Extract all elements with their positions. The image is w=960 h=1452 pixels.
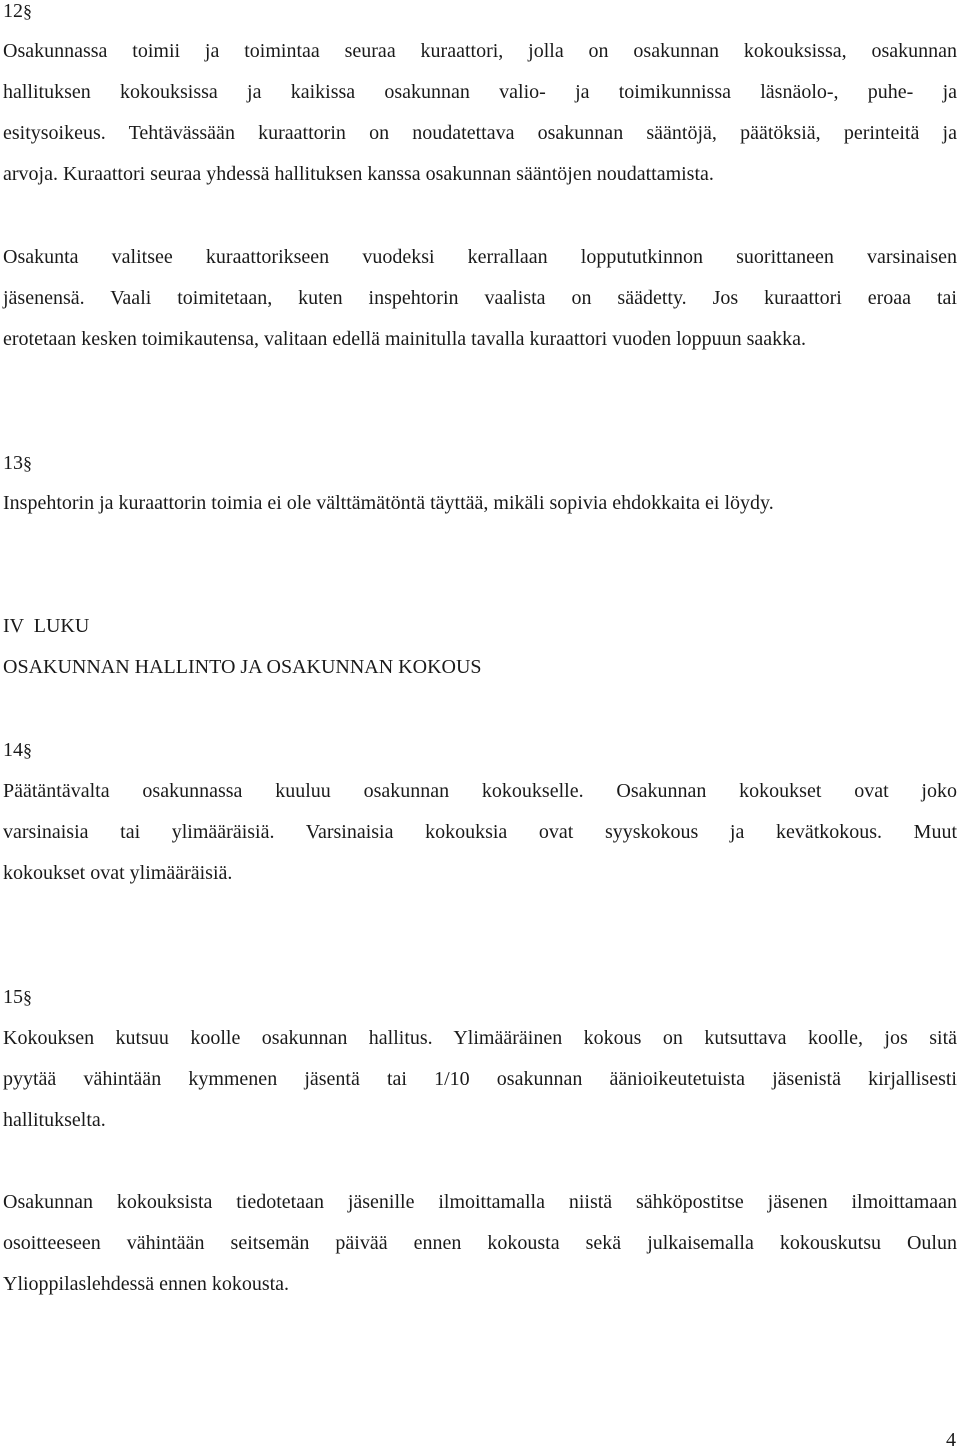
page-number: 4 [946,1429,956,1451]
section-14-p1-line1: Päätäntävalta osakunnassa kuuluu osakunnan kokoukselle. Osakunnan kokoukset ovat joko [3,780,957,802]
section-15-heading: 15§ [3,986,32,1008]
section-12-p2-line3: erotetaan kesken toimikautensa, valitaan edellä mainitulla tavalla kuraattori vuoden loppuun saakka. [3,328,807,350]
chapter-title: OSAKUNNAN HALLINTO JA OSAKUNNAN KOKOUS [3,656,482,678]
section-15-p1-line1: Kokouksen kutsuu koolle osakunnan hallitus. Ylimääräinen kokous on kutsuttava koolle, jos sitä [3,1027,957,1049]
section-12-p2-line1: Osakunta valitsee kuraattorikseen vuodeksi kerrallaan loppututkinnon suorittaneen varsinaisen [3,246,957,268]
section-14-heading: 14§ [3,739,32,761]
section-12-heading: 12§ [3,0,32,22]
section-12-p2-line2: jäsenensä. Vaali toimitetaan, kuten inspehtorin vaalista on säädetty. Jos kuraattori eroaa tai [3,287,957,309]
section-12-p1-line2: hallituksen kokouksissa ja kaikissa osakunnan valio- ja toimikunnissa läsnäolo-, puhe- ja [3,81,957,103]
section-15-p1-line3: hallitukselta. [3,1109,106,1131]
section-13-p1-line1: Inspehtorin ja kuraattorin toimia ei ole välttämätöntä täyttää, mikäli sopivia ehdokkaita ei löydy. [3,492,774,514]
section-12-p1-line1: Osakunnassa toimii ja toimintaa seuraa kuraattori, jolla on osakunnan kokouksissa, osakunnan [3,40,957,62]
section-12-p1-line4: arvoja. Kuraattori seuraa yhdessä hallituksen kanssa osakunnan sääntöjen noudattamista. [3,163,714,185]
section-14-p1-line3: kokoukset ovat ylimääräisiä. [3,862,233,884]
chapter-heading: IV LUKU [3,615,90,637]
section-15-p2-line2: osoitteeseen vähintään seitsemän päivää ennen kokousta sekä julkaisemalla kokouskutsu Oulun [3,1232,957,1254]
section-12-p1-line3: esitysoikeus. Tehtävässään kuraattorin on noudatettava osakunnan sääntöjä, päätöksiä, perinteitä ja [3,122,957,144]
section-15-p2-line3: Ylioppilaslehdessä ennen kokousta. [3,1273,290,1295]
section-15-p2-line1: Osakunnan kokouksista tiedotetaan jäsenille ilmoittamalla niistä sähköpostitse jäsenen ilmoittamaan [3,1191,957,1213]
section-13-heading: 13§ [3,452,32,474]
section-14-p1-line2: varsinaisia tai ylimääräisiä. Varsinaisia kokouksia ovat syyskokous ja kevätkokous. Muut [3,821,957,843]
section-15-p1-line2: pyytää vähintään kymmenen jäsentä tai 1/10 osakunnan äänioikeutetuista jäsenistä kirjallisesti [3,1068,957,1090]
